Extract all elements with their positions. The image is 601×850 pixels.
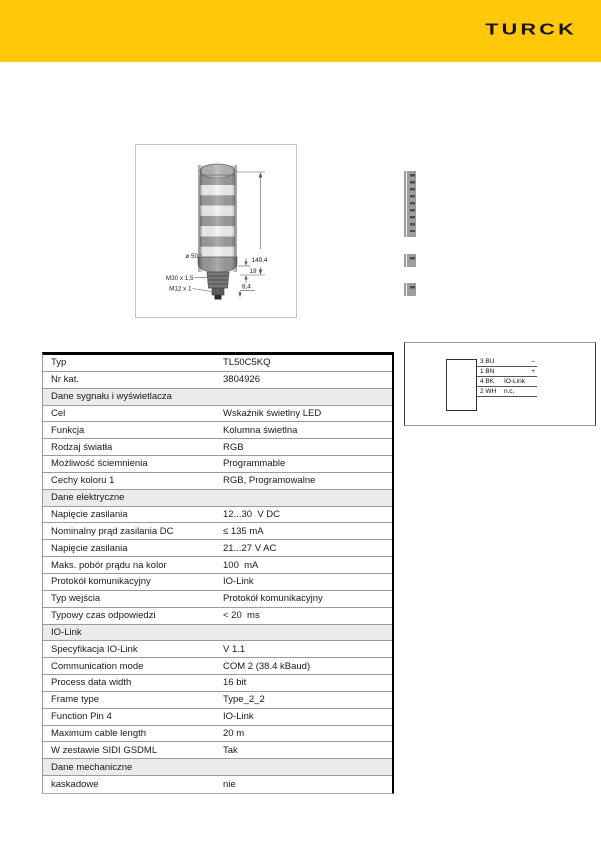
spec-label: Cel [51,407,66,419]
section-row [43,759,392,776]
spec-row [43,574,392,591]
spec-label: Typ [51,357,67,369]
spec-label: Specyfikacja IO-Link [51,643,138,655]
turck-logo: TURCK [485,21,577,39]
spec-row [43,608,392,625]
dim-19-label: 19 [249,268,257,275]
spec-label: Napięcie zasilania [51,509,128,521]
clipped-text-strip [404,171,416,237]
spec-value: Wskaźnik świetlny LED [223,407,322,419]
wire-signal-label: IO-Link [504,377,525,385]
spec-label: kaskadowe [51,779,99,791]
dim-84-label: 8,4 [242,283,251,291]
spec-label: Napięcie zasilania [51,542,128,554]
product-image-box [135,144,297,318]
spec-value: V 1.1 [223,643,246,655]
spec-value: 16 bit [223,677,247,689]
spec-row [43,355,392,372]
spec-value: COM 2 (38.4 kBaud) [223,660,311,672]
clipped-text-strip [404,254,416,267]
spec-table [42,352,394,794]
m12-connector [212,288,224,300]
clipped-text-strip [404,283,416,296]
spec-label: Nominalny prąd zasilania DC [51,525,174,537]
tower-light-drawing [136,145,296,317]
wire-row [477,386,537,397]
spec-value: RGB, Programowalne [223,475,316,487]
spec-row [43,523,392,540]
spec-label: Process data width [51,677,132,689]
section-label: Dane elektryczne [51,492,125,504]
wire-pin-label: 4 BK [480,377,495,385]
spec-value: IO-Link [223,576,254,588]
section-label: Dane mechaniczne [51,761,133,773]
spec-value: TL50C5KQ [223,357,271,369]
spec-label: W zestawie SIDI GSDML [51,744,158,756]
spec-label: Maks. pobór prądu na kolor [51,559,167,571]
spec-row [43,557,392,574]
wiring-diagram [404,342,596,426]
spec-value: 20 m [223,727,245,739]
dim-height-label: 149,4 [251,257,268,264]
spec-row [43,372,392,389]
spec-value: IO-Link [223,711,254,723]
spec-row [43,507,392,524]
spec-row [43,726,392,743]
spec-value: Tak [223,744,238,756]
connector-body [446,359,477,411]
wire-signal-label: n.c. [504,387,515,395]
wire-pin-label: 2 WH [480,387,497,395]
section-label: IO-Link [51,626,82,638]
spec-label: Typowy czas odpowiedzi [51,610,156,622]
spec-value: 21...27 V AC [223,542,277,554]
spec-row [43,742,392,759]
cylinder-shading [198,165,237,272]
spec-row [43,675,392,692]
spec-row [43,439,392,456]
spec-value: Programmable [223,458,286,470]
spec-label: Protokół komunikacyjny [51,576,151,588]
spec-value: Type_2_2 [223,694,265,706]
spec-label: Function Pin 4 [51,711,112,723]
spec-row [43,658,392,675]
spec-label: Frame type [51,694,100,706]
connector-label: M12 x 1 [169,285,192,293]
section-row [43,389,392,406]
spec-row [43,540,392,557]
spec-row [43,422,392,439]
spec-row [43,692,392,709]
spec-value: 3804926 [223,374,260,386]
dim-diameter-label: ø 50 [185,253,198,260]
spec-row [43,591,392,608]
spec-label: Typ wejścia [51,593,101,605]
spec-row [43,776,392,793]
wire-pin-label: 3 BU [480,357,495,365]
spec-value: ≤ 135 mA [223,525,264,537]
section-label: Dane sygnału i wyświetlacza [51,391,172,403]
spec-row [43,641,392,658]
spec-row [43,473,392,490]
wire-signal-label: – [531,357,535,365]
spec-label: Możliwość ściemnienia [51,458,148,470]
m30-thread [207,272,229,288]
spec-label: Nr kat. [51,374,79,386]
spec-row [43,456,392,473]
spec-label: Funkcja [51,424,85,436]
spec-value: < 20 ms [223,610,260,622]
wire-pin-label: 1 BN [480,367,495,375]
spec-row [43,709,392,726]
dim-84 [238,291,255,298]
spec-label: Communication mode [51,660,144,672]
section-row [43,490,392,507]
spec-label: Cechy koloru 1 [51,475,115,487]
spec-value: RGB [223,441,244,453]
brand-header [0,0,601,62]
spec-label: Rodzaj światła [51,441,113,453]
spec-value: Protokół komunikacyjny [223,593,323,605]
connector-leader [193,289,213,292]
spec-value: 100 mA [223,559,259,571]
spec-row [43,406,392,423]
spec-value: 12...30 V DC [223,509,281,521]
spec-label: Maximum cable length [51,727,147,739]
dim-19 [238,258,250,283]
spec-value: nie [223,779,236,791]
section-row [43,625,392,642]
spec-value: Kolumna świetlna [223,424,298,436]
wire-signal-label: + [531,367,535,375]
thread-mount-label: M30 x 1,5 [165,275,194,282]
